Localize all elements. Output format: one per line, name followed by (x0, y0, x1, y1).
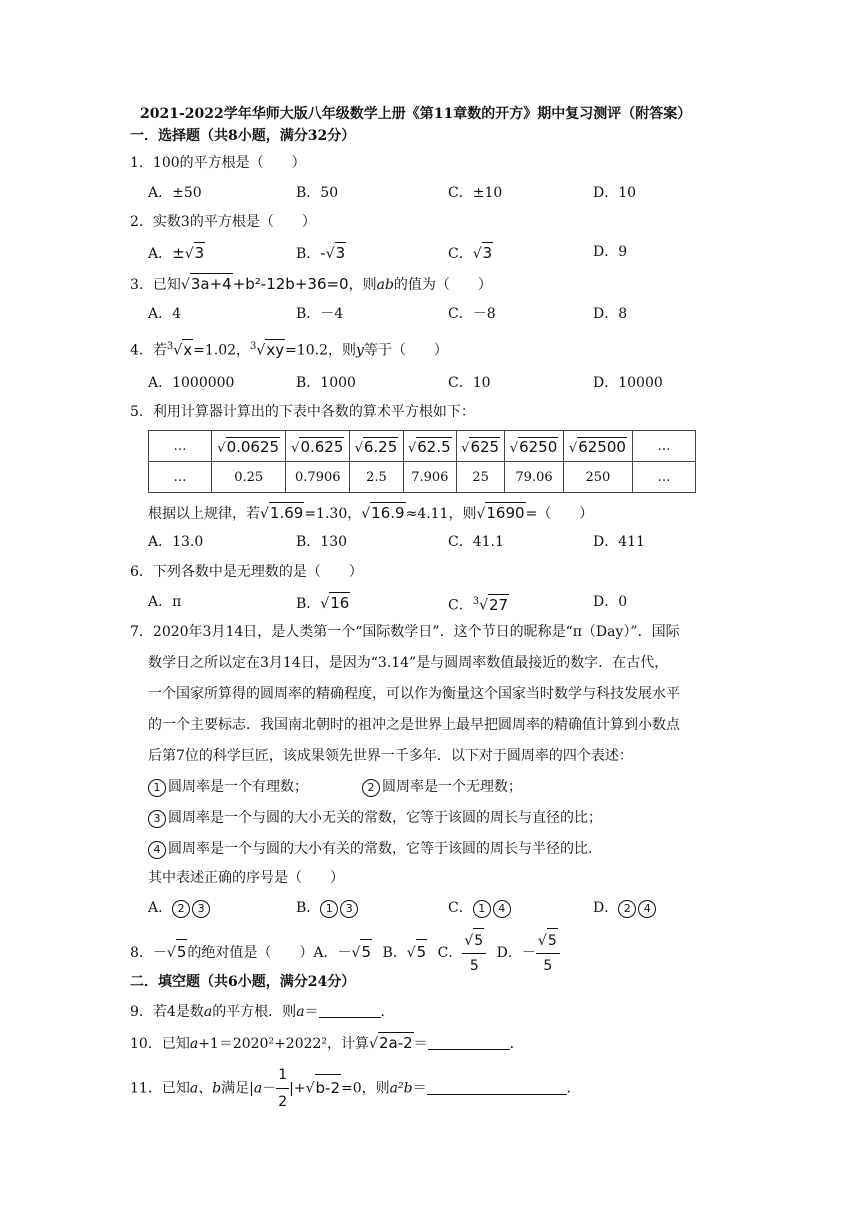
q5-option-d: D．411 (593, 534, 645, 550)
question-9: 9．若4是数a的平方根．则a＝ ． (130, 1004, 395, 1020)
question-1: 1．100的平方根是（ ） (130, 155, 306, 171)
q5-rule: 根据以上规律，若√1.69=1.30，√16.9≈4.11，则√1690=（ ） (148, 504, 594, 522)
q6-option-c: C．$^3$√27 (448, 595, 509, 614)
question-7-line-1: 7．2020年3月14日，是人类第一个“国际数学日”．这个节日的昵称是“π（Day）”．国际 (130, 624, 680, 640)
q6-option-b: B．√16 (296, 594, 350, 612)
q7-statement-4: 4 圆周率是一个与圆的大小有关的常数，它等于该圆的周长与半径的比． (148, 839, 602, 859)
q3-option-b: B．－4 (296, 306, 344, 322)
question-7-line-2: 数学日之所以定在3月14日，是因为“3.14”是与圆周率数值最接近的数字．在古代， (148, 655, 669, 671)
table-cell: √62.5 (403, 431, 456, 462)
q4-option-a: A．1000000 (148, 375, 235, 391)
table-cell: … (149, 462, 212, 493)
table-cell: √0.0625 (212, 431, 286, 462)
q6-option-d: D．0 (593, 594, 628, 610)
table-cell: … (633, 462, 696, 493)
q2-option-c: C．√3 (448, 244, 493, 262)
table-cell: 2.5 (350, 462, 403, 493)
q11-answer-blank[interactable] (427, 1080, 567, 1095)
table-cell: … (633, 431, 696, 462)
table-cell: √62500 (563, 431, 632, 462)
q3-option-a: A．4 (148, 306, 182, 322)
table-row (149, 462, 696, 493)
q1-option-b: B．50 (296, 185, 339, 201)
q7-statement-2: 2 圆周率是一个无理数； (362, 777, 522, 797)
question-11: 11．已知a、b满足|a－ $\frac{1}{2}$ |+√b-2=0，则a²b＝ ． (130, 1062, 581, 1115)
q1-option-a: A．±50 (148, 185, 202, 201)
table-cell: 250 (563, 462, 632, 493)
question-10: 10．已知a+1＝2020²+2022²，计算√2a-2＝ ． (130, 1034, 524, 1052)
q2-option-a: A．±√3 (148, 244, 205, 262)
q5-option-c: C．41.1 (448, 534, 504, 550)
q3-option-c: C．－8 (448, 306, 496, 322)
q1-option-d: D．10 (593, 185, 637, 201)
question-7-line-3: 一个国家所算得的圆周率的精确程度，可以作为衡量这个国家当时数学与科技发展水平 (148, 686, 680, 702)
question-5: 5．利用计算器计算出的下表中各数的算术平方根如下： (130, 404, 475, 420)
q7-option-d: D． 2 4 (593, 898, 658, 918)
question-2: 2．实数3的平方根是（ ） (130, 214, 316, 230)
table-cell: 0.25 (212, 462, 286, 493)
table-cell: √6250 (505, 431, 564, 462)
q7-option-c: C． 1 4 (448, 898, 513, 918)
question-7-line-4: 的一个主要标志．我国南北朝时的祖冲之是世界上最早把圆周率的精确值计算到小数点 (148, 717, 680, 733)
q9-answer-blank[interactable] (319, 1003, 381, 1018)
section-choice-heading: 一．选择题（共8小题，满分32分） (130, 128, 356, 144)
q7-statement-1: 1 圆周率是一个有理数； (148, 777, 308, 797)
q2-option-b: B．-√3 (296, 244, 346, 262)
table-cell: 25 (457, 462, 505, 493)
question-8: 8．－√5的绝对值是（ ）A．－√5 B．√5 C． $\frac{√5}{5}$ D．－ $\frac{√5}{5}$ (130, 928, 560, 978)
table-cell: 0.7906 (286, 462, 350, 493)
q2-option-d: D．9 (593, 244, 628, 260)
q1-option-c: C．±10 (448, 185, 503, 201)
question-7-line-5: 后第7位的科学巨匠，该成果领先世界一千多年．以下对于圆周率的四个表述： (148, 748, 633, 764)
section-fill-heading: 二．填空题（共6小题，满分24分） (130, 974, 356, 990)
question-6: 6．下列各数中是无理数的是（ ） (130, 564, 363, 580)
q7-option-b: B． 1 3 (296, 898, 360, 918)
question-3: 3．已知√3a+4+b²-12b+36=0，则ab的值为（ ） (130, 275, 492, 293)
q4-option-d: D．10000 (593, 375, 663, 391)
q4-option-c: C．10 (448, 375, 491, 391)
question-4: 4．若$^3$√x=1.02，$^3$√xy=10.2，则y等于（ ） (130, 340, 448, 359)
q5-option-b: B．130 (296, 534, 348, 550)
table-cell: … (149, 431, 212, 462)
q6-option-a: A．π (148, 594, 182, 610)
table-cell: 79.06 (505, 462, 564, 493)
sqrt-table (148, 430, 696, 493)
q3-option-d: D．8 (593, 306, 628, 322)
table-cell: √625 (457, 431, 505, 462)
q7-ask: 其中表述正确的序号是（ ） (148, 870, 344, 886)
table-cell: √6.25 (350, 431, 403, 462)
q7-option-a: A． 2 3 (148, 898, 212, 918)
table-row (149, 431, 696, 462)
q4-option-b: B．1000 (296, 375, 356, 391)
q5-option-a: A．13.0 (148, 534, 204, 550)
table-cell: √0.625 (286, 431, 350, 462)
table-cell: 7.906 (403, 462, 456, 493)
document-title: 2021-2022学年华师大版八年级数学上册《第11章数的开方》期中复习测评（附答案） (140, 106, 692, 122)
q7-statement-3: 3 圆周率是一个与圆的大小无关的常数，它等于该圆的周长与直径的比； (148, 808, 602, 828)
q10-answer-blank[interactable] (428, 1035, 510, 1050)
